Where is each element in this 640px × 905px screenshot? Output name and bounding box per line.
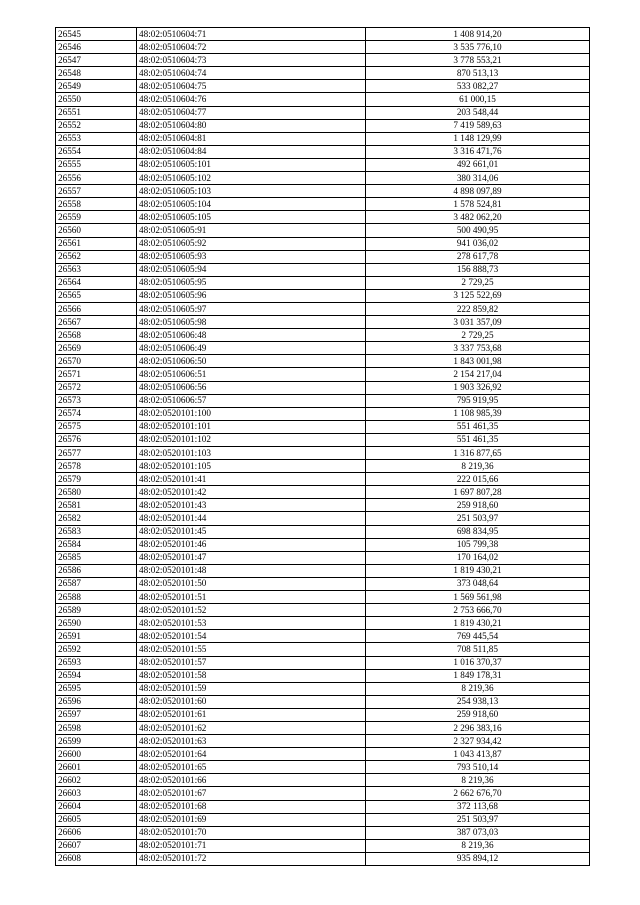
table-row xyxy=(56,800,590,813)
cadastral-number: 48:02:0520101:42 xyxy=(137,486,366,499)
cadastral-value: 105 799,38 xyxy=(366,538,590,551)
cadastral-number: 48:02:0520101:71 xyxy=(137,839,366,852)
table-row xyxy=(56,748,590,761)
cadastral-value: 3 535 776,10 xyxy=(366,41,590,54)
cadastral-value: 3 031 357,09 xyxy=(366,316,590,329)
cadastral-value: 1 903 326,92 xyxy=(366,381,590,394)
table-row xyxy=(56,735,590,748)
cadastral-number: 48:02:0520101:52 xyxy=(137,604,366,617)
cadastral-number: 48:02:0510606:51 xyxy=(137,368,366,381)
cadastral-number: 48:02:0520101:44 xyxy=(137,512,366,525)
cadastral-number: 48:02:0510605:105 xyxy=(137,211,366,224)
table-row xyxy=(56,564,590,577)
cadastral-value: 3 778 553,21 xyxy=(366,54,590,67)
cadastral-number: 48:02:0520101:72 xyxy=(137,852,366,865)
table-row xyxy=(56,774,590,787)
row-number: 26547 xyxy=(56,54,137,67)
row-number: 26572 xyxy=(56,381,137,394)
cadastral-number: 48:02:0520101:69 xyxy=(137,813,366,826)
table-row xyxy=(56,525,590,538)
table-row xyxy=(56,721,590,734)
row-number: 26587 xyxy=(56,577,137,590)
row-number: 26560 xyxy=(56,224,137,237)
row-number: 26604 xyxy=(56,800,137,813)
cadastral-value: 254 938,13 xyxy=(366,695,590,708)
table-row xyxy=(56,813,590,826)
table-row xyxy=(56,276,590,289)
cadastral-number: 48:02:0510604:77 xyxy=(137,106,366,119)
row-number: 26562 xyxy=(56,250,137,263)
cadastral-number: 48:02:0520101:55 xyxy=(137,643,366,656)
row-number: 26569 xyxy=(56,342,137,355)
table-row xyxy=(56,355,590,368)
cadastral-number: 48:02:0510604:71 xyxy=(137,28,366,41)
cadastral-value: 1 043 413,87 xyxy=(366,748,590,761)
row-number: 26580 xyxy=(56,486,137,499)
cadastral-value: 7 419 589,63 xyxy=(366,119,590,132)
table-row xyxy=(56,145,590,158)
cadastral-value: 1 843 001,98 xyxy=(366,355,590,368)
table-row xyxy=(56,342,590,355)
table-row xyxy=(56,289,590,302)
cadastral-value: 251 503,97 xyxy=(366,813,590,826)
cadastral-value: 769 445,54 xyxy=(366,630,590,643)
cadastral-value: 935 894,12 xyxy=(366,852,590,865)
row-number: 26583 xyxy=(56,525,137,538)
table-row xyxy=(56,617,590,630)
cadastral-value: 1 819 430,21 xyxy=(366,564,590,577)
row-number: 26591 xyxy=(56,630,137,643)
cadastral-number: 48:02:0510606:48 xyxy=(137,329,366,342)
table-row xyxy=(56,682,590,695)
cadastral-value: 941 036,02 xyxy=(366,237,590,250)
row-number: 26565 xyxy=(56,289,137,302)
table-row xyxy=(56,447,590,460)
row-number: 26575 xyxy=(56,420,137,433)
cadastral-number: 48:02:0510605:103 xyxy=(137,185,366,198)
cadastral-number: 48:02:0510605:104 xyxy=(137,198,366,211)
cadastral-number: 48:02:0510605:96 xyxy=(137,289,366,302)
cadastral-number: 48:02:0520101:62 xyxy=(137,721,366,734)
cadastral-number: 48:02:0520101:45 xyxy=(137,525,366,538)
table-row xyxy=(56,106,590,119)
cadastral-value: 259 918,60 xyxy=(366,499,590,512)
table-row xyxy=(56,695,590,708)
cadastral-value: 698 834,95 xyxy=(366,525,590,538)
cadastral-value: 2 753 666,70 xyxy=(366,604,590,617)
cadastral-number: 48:02:0520101:53 xyxy=(137,617,366,630)
cadastral-number: 48:02:0510606:56 xyxy=(137,381,366,394)
cadastral-number: 48:02:0520101:100 xyxy=(137,407,366,420)
table-row xyxy=(56,604,590,617)
cadastral-value: 170 164,02 xyxy=(366,551,590,564)
row-number: 26555 xyxy=(56,158,137,171)
cadastral-value: 551 461,35 xyxy=(366,420,590,433)
table-row xyxy=(56,787,590,800)
table-row xyxy=(56,41,590,54)
cadastral-value: 8 219,36 xyxy=(366,774,590,787)
cadastral-value: 3 482 062,20 xyxy=(366,211,590,224)
table-row xyxy=(56,538,590,551)
cadastral-number: 48:02:0510605:101 xyxy=(137,158,366,171)
cadastral-number: 48:02:0510605:92 xyxy=(137,237,366,250)
row-number: 26600 xyxy=(56,748,137,761)
row-number: 26558 xyxy=(56,198,137,211)
cadastral-value: 1 849 178,31 xyxy=(366,669,590,682)
table-row xyxy=(56,512,590,525)
table-row xyxy=(56,708,590,721)
cadastral-value: 793 510,14 xyxy=(366,761,590,774)
cadastral-value: 1 697 807,28 xyxy=(366,486,590,499)
table-row xyxy=(56,407,590,420)
cadastral-number: 48:02:0520101:101 xyxy=(137,420,366,433)
row-number: 26602 xyxy=(56,774,137,787)
cadastral-number: 48:02:0520101:63 xyxy=(137,735,366,748)
row-number: 26584 xyxy=(56,538,137,551)
cadastral-number: 48:02:0520101:51 xyxy=(137,591,366,604)
cadastral-number: 48:02:0520101:46 xyxy=(137,538,366,551)
cadastral-value: 380 314,06 xyxy=(366,172,590,185)
cadastral-number: 48:02:0520101:60 xyxy=(137,695,366,708)
cadastral-value: 222 859,82 xyxy=(366,302,590,315)
cadastral-value: 1 016 370,37 xyxy=(366,656,590,669)
table-row xyxy=(56,591,590,604)
table-row xyxy=(56,761,590,774)
table-row xyxy=(56,826,590,839)
cadastral-number: 48:02:0520101:59 xyxy=(137,682,366,695)
cadastral-value: 2 729,25 xyxy=(366,276,590,289)
row-number: 26551 xyxy=(56,106,137,119)
cadastral-number: 48:02:0510604:81 xyxy=(137,132,366,145)
cadastral-value: 500 490,95 xyxy=(366,224,590,237)
table-row xyxy=(56,132,590,145)
cadastral-number: 48:02:0520101:41 xyxy=(137,473,366,486)
cadastral-number: 48:02:0520101:54 xyxy=(137,630,366,643)
table-row xyxy=(56,420,590,433)
row-number: 26582 xyxy=(56,512,137,525)
cadastral-number: 48:02:0520101:50 xyxy=(137,577,366,590)
row-number: 26556 xyxy=(56,172,137,185)
cadastral-value: 1 819 430,21 xyxy=(366,617,590,630)
cadastral-number: 48:02:0520101:64 xyxy=(137,748,366,761)
row-number: 26567 xyxy=(56,316,137,329)
table-row xyxy=(56,263,590,276)
row-number: 26554 xyxy=(56,145,137,158)
cadastral-number: 48:02:0510604:84 xyxy=(137,145,366,158)
cadastral-number: 48:02:0510605:95 xyxy=(137,276,366,289)
cadastral-number: 48:02:0520101:105 xyxy=(137,460,366,473)
row-number: 26566 xyxy=(56,302,137,315)
row-number: 26592 xyxy=(56,643,137,656)
cadastral-value-table xyxy=(55,27,590,866)
table-row xyxy=(56,198,590,211)
cadastral-number: 48:02:0510605:98 xyxy=(137,316,366,329)
cadastral-value: 533 082,27 xyxy=(366,80,590,93)
cadastral-value: 203 548,44 xyxy=(366,106,590,119)
cadastral-value: 259 918,60 xyxy=(366,708,590,721)
row-number: 26564 xyxy=(56,276,137,289)
cadastral-number: 48:02:0520101:48 xyxy=(137,564,366,577)
cadastral-number: 48:02:0520101:58 xyxy=(137,669,366,682)
table-row xyxy=(56,250,590,263)
cadastral-value: 1 316 877,65 xyxy=(366,447,590,460)
table-row xyxy=(56,172,590,185)
row-number: 26576 xyxy=(56,433,137,446)
table-row xyxy=(56,499,590,512)
cadastral-number: 48:02:0510606:50 xyxy=(137,355,366,368)
table-row xyxy=(56,630,590,643)
row-number: 26601 xyxy=(56,761,137,774)
cadastral-value: 2 729,25 xyxy=(366,329,590,342)
table-row xyxy=(56,656,590,669)
row-number: 26550 xyxy=(56,93,137,106)
table-row xyxy=(56,185,590,198)
cadastral-value: 870 513,13 xyxy=(366,67,590,80)
row-number: 26559 xyxy=(56,211,137,224)
cadastral-number: 48:02:0510605:93 xyxy=(137,250,366,263)
cadastral-value: 551 461,35 xyxy=(366,433,590,446)
row-number: 26548 xyxy=(56,67,137,80)
table-row xyxy=(56,394,590,407)
table-row xyxy=(56,211,590,224)
table-row xyxy=(56,80,590,93)
row-number: 26597 xyxy=(56,708,137,721)
row-number: 26570 xyxy=(56,355,137,368)
cadastral-value: 8 219,36 xyxy=(366,839,590,852)
table-row xyxy=(56,669,590,682)
cadastral-value: 2 327 934,42 xyxy=(366,735,590,748)
cadastral-value: 795 919,95 xyxy=(366,394,590,407)
table-row xyxy=(56,577,590,590)
row-number: 26574 xyxy=(56,407,137,420)
row-number: 26608 xyxy=(56,852,137,865)
table-row xyxy=(56,67,590,80)
row-number: 26552 xyxy=(56,119,137,132)
row-number: 26586 xyxy=(56,564,137,577)
row-number: 26588 xyxy=(56,591,137,604)
row-number: 26598 xyxy=(56,721,137,734)
cadastral-number: 48:02:0510605:102 xyxy=(137,172,366,185)
table-row xyxy=(56,302,590,315)
row-number: 26589 xyxy=(56,604,137,617)
cadastral-number: 48:02:0510604:80 xyxy=(137,119,366,132)
row-number: 26571 xyxy=(56,368,137,381)
cadastral-number: 48:02:0520101:65 xyxy=(137,761,366,774)
row-number: 26557 xyxy=(56,185,137,198)
table-row xyxy=(56,486,590,499)
table-row xyxy=(56,28,590,41)
table-row xyxy=(56,551,590,564)
cadastral-value: 1 148 129,99 xyxy=(366,132,590,145)
row-number: 26594 xyxy=(56,669,137,682)
cadastral-value: 492 661,01 xyxy=(366,158,590,171)
row-number: 26605 xyxy=(56,813,137,826)
table-row xyxy=(56,224,590,237)
cadastral-value: 278 617,78 xyxy=(366,250,590,263)
cadastral-number: 48:02:0520101:47 xyxy=(137,551,366,564)
cadastral-value: 4 898 097,89 xyxy=(366,185,590,198)
cadastral-value: 251 503,97 xyxy=(366,512,590,525)
row-number: 26585 xyxy=(56,551,137,564)
cadastral-value: 1 408 914,20 xyxy=(366,28,590,41)
table-body xyxy=(56,28,590,866)
cadastral-number: 48:02:0520101:68 xyxy=(137,800,366,813)
cadastral-number: 48:02:0510604:72 xyxy=(137,41,366,54)
table-row xyxy=(56,93,590,106)
row-number: 26578 xyxy=(56,460,137,473)
table-row xyxy=(56,643,590,656)
cadastral-number: 48:02:0520101:57 xyxy=(137,656,366,669)
cadastral-number: 48:02:0520101:43 xyxy=(137,499,366,512)
row-number: 26590 xyxy=(56,617,137,630)
row-number: 26599 xyxy=(56,735,137,748)
row-number: 26573 xyxy=(56,394,137,407)
cadastral-number: 48:02:0520101:102 xyxy=(137,433,366,446)
table-row xyxy=(56,158,590,171)
cadastral-value: 2 154 217,04 xyxy=(366,368,590,381)
row-number: 26581 xyxy=(56,499,137,512)
cadastral-value: 387 073,03 xyxy=(366,826,590,839)
table-row xyxy=(56,54,590,67)
table-row xyxy=(56,433,590,446)
row-number: 26549 xyxy=(56,80,137,93)
cadastral-value: 708 511,85 xyxy=(366,643,590,656)
row-number: 26563 xyxy=(56,263,137,276)
cadastral-value: 1 578 524,81 xyxy=(366,198,590,211)
table-row xyxy=(56,839,590,852)
row-number: 26595 xyxy=(56,682,137,695)
cadastral-number: 48:02:0520101:103 xyxy=(137,447,366,460)
cadastral-number: 48:02:0510606:57 xyxy=(137,394,366,407)
table-row xyxy=(56,460,590,473)
cadastral-number: 48:02:0510605:94 xyxy=(137,263,366,276)
cadastral-value: 8 219,36 xyxy=(366,682,590,695)
row-number: 26607 xyxy=(56,839,137,852)
cadastral-value: 156 888,73 xyxy=(366,263,590,276)
row-number: 26561 xyxy=(56,237,137,250)
table-row xyxy=(56,316,590,329)
cadastral-number: 48:02:0510604:75 xyxy=(137,80,366,93)
cadastral-number: 48:02:0520101:61 xyxy=(137,708,366,721)
cadastral-value: 3 316 471,76 xyxy=(366,145,590,158)
row-number: 26568 xyxy=(56,329,137,342)
cadastral-number: 48:02:0520101:70 xyxy=(137,826,366,839)
cadastral-value: 2 296 383,16 xyxy=(366,721,590,734)
cadastral-value: 3 337 753,68 xyxy=(366,342,590,355)
table-row xyxy=(56,473,590,486)
table-row xyxy=(56,381,590,394)
table-row xyxy=(56,852,590,865)
table-row xyxy=(56,119,590,132)
cadastral-value: 372 113,68 xyxy=(366,800,590,813)
cadastral-value: 61 000,15 xyxy=(366,93,590,106)
cadastral-number: 48:02:0520101:66 xyxy=(137,774,366,787)
cadastral-number: 48:02:0510606:49 xyxy=(137,342,366,355)
cadastral-number: 48:02:0520101:67 xyxy=(137,787,366,800)
cadastral-number: 48:02:0510605:97 xyxy=(137,302,366,315)
table-row xyxy=(56,237,590,250)
row-number: 26603 xyxy=(56,787,137,800)
cadastral-number: 48:02:0510604:74 xyxy=(137,67,366,80)
row-number: 26545 xyxy=(56,28,137,41)
cadastral-number: 48:02:0510605:91 xyxy=(137,224,366,237)
row-number: 26593 xyxy=(56,656,137,669)
cadastral-value: 2 662 676,70 xyxy=(366,787,590,800)
cadastral-value: 1 569 561,98 xyxy=(366,591,590,604)
row-number: 26579 xyxy=(56,473,137,486)
cadastral-value: 1 108 985,39 xyxy=(366,407,590,420)
table-row xyxy=(56,329,590,342)
cadastral-value: 373 048,64 xyxy=(366,577,590,590)
row-number: 26577 xyxy=(56,447,137,460)
cadastral-value: 3 125 522,69 xyxy=(366,289,590,302)
cadastral-number: 48:02:0510604:73 xyxy=(137,54,366,67)
cadastral-number: 48:02:0510604:76 xyxy=(137,93,366,106)
cadastral-value: 8 219,36 xyxy=(366,460,590,473)
row-number: 26546 xyxy=(56,41,137,54)
cadastral-value: 222 015,66 xyxy=(366,473,590,486)
row-number: 26606 xyxy=(56,826,137,839)
table-row xyxy=(56,368,590,381)
row-number: 26596 xyxy=(56,695,137,708)
row-number: 26553 xyxy=(56,132,137,145)
